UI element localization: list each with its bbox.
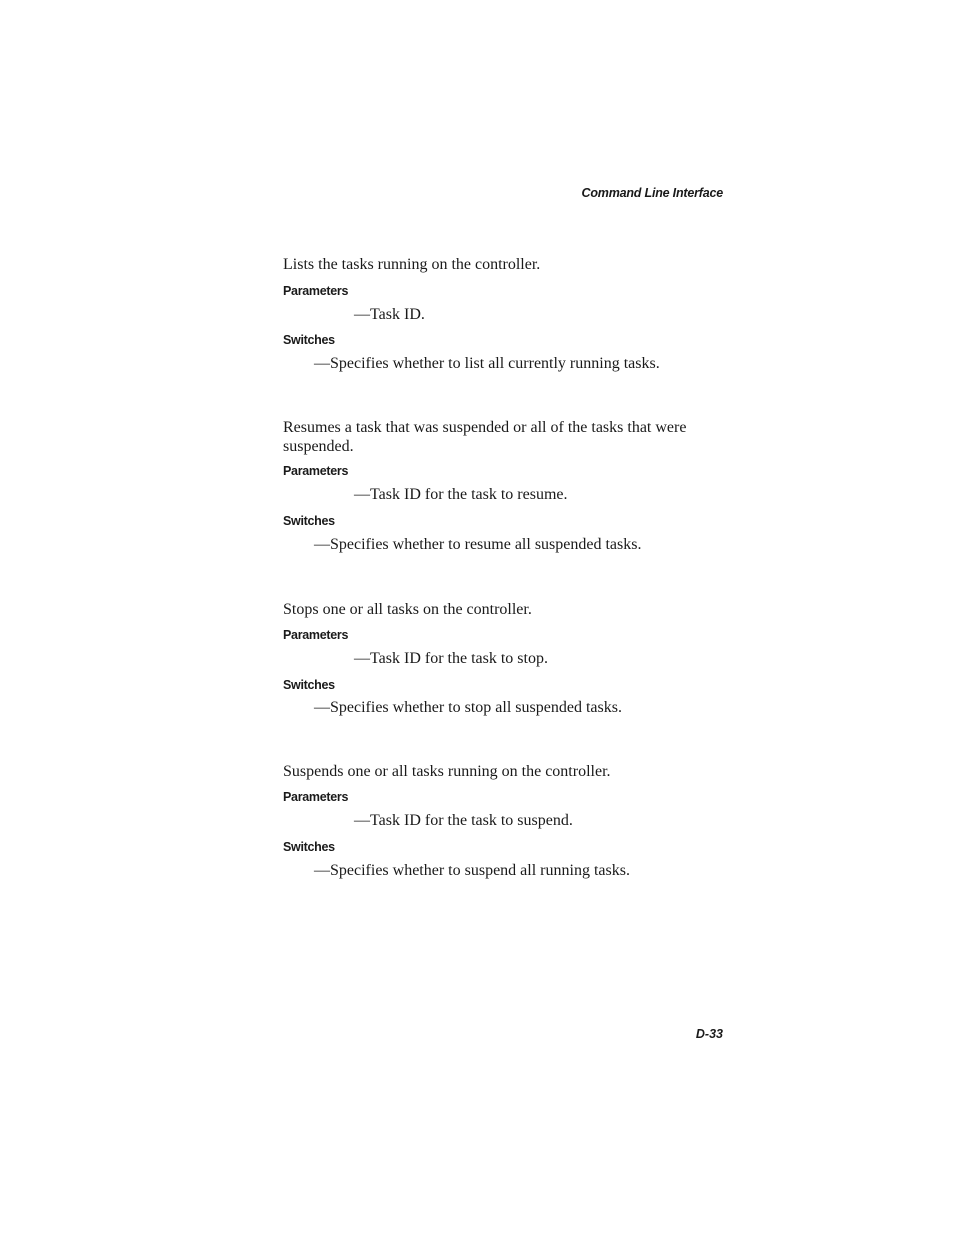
section-description: Suspends one or all tasks running on the controller. xyxy=(283,763,611,780)
section-description: Resumes a task that was suspended or all of the tasks that were suspended. xyxy=(283,419,687,455)
parameters-heading: Parameters xyxy=(283,464,349,478)
page-number: D-33 xyxy=(695,1027,723,1041)
switch-description: —Specifies whether to resume all suspended tasks. xyxy=(314,536,642,553)
parameters-heading: Parameters xyxy=(283,790,349,804)
parameter-description: —Task ID for the task to suspend. xyxy=(354,812,573,829)
switches-heading: Switches xyxy=(283,840,335,854)
switch-description: —Specifies whether to list all currently running tasks. xyxy=(314,355,660,372)
switch-description: —Specifies whether to suspend all running tasks. xyxy=(314,862,630,879)
parameter-description: —Task ID for the task to resume. xyxy=(354,486,568,503)
switches-heading: Switches xyxy=(283,678,335,692)
parameter-description: —Task ID. xyxy=(354,306,425,323)
running-header: Command Line Interface xyxy=(581,186,723,200)
parameter-description: —Task ID for the task to stop. xyxy=(354,650,548,667)
switch-description: —Specifies whether to stop all suspended tasks. xyxy=(314,699,622,716)
parameters-heading: Parameters xyxy=(283,284,349,298)
section-description: Lists the tasks running on the controller. xyxy=(283,256,541,273)
switches-heading: Switches xyxy=(283,514,335,528)
switches-heading: Switches xyxy=(283,333,335,347)
section-description: Stops one or all tasks on the controller. xyxy=(283,601,532,618)
parameters-heading: Parameters xyxy=(283,628,349,642)
